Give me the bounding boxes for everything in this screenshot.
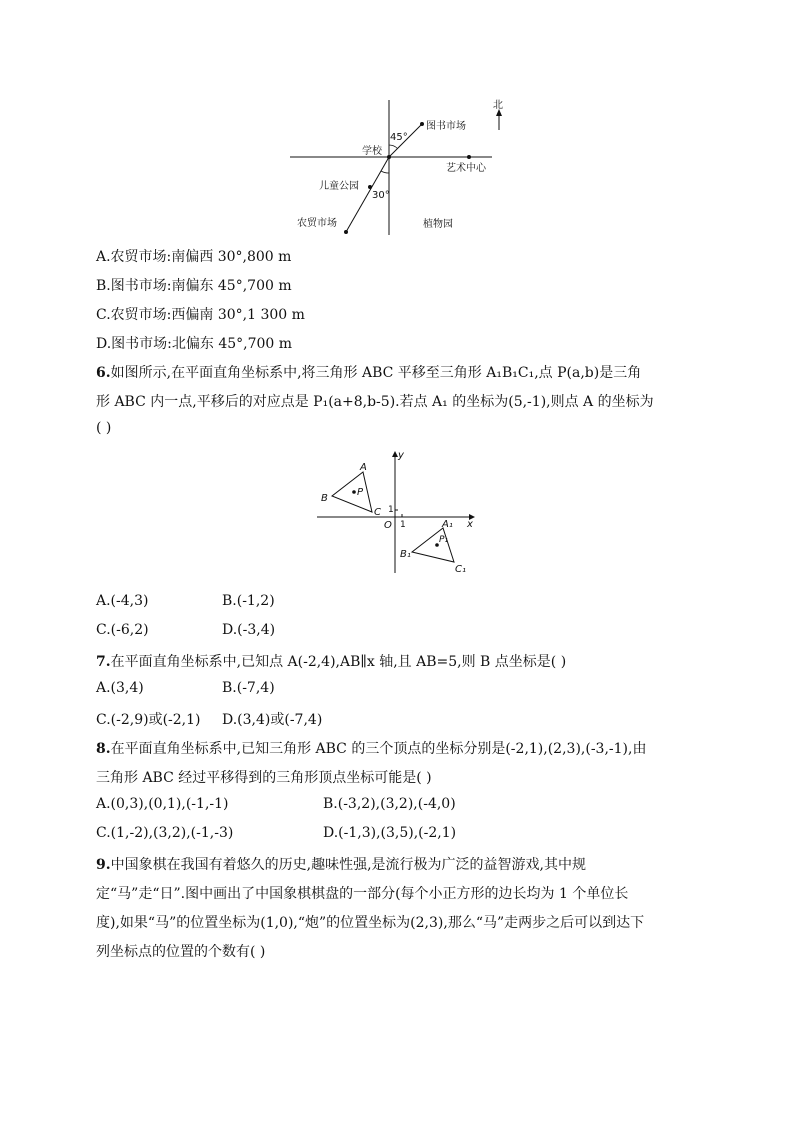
angle30-arc	[381, 171, 389, 173]
triangle-a1b1c1	[412, 528, 454, 562]
label-a: A	[360, 462, 367, 473]
coordinate-figure	[312, 448, 490, 578]
farm-market-label: 农贸市场	[297, 218, 337, 229]
direction-map-figure	[280, 95, 520, 240]
q9-number: 9.	[96, 857, 111, 873]
q8-line-2: 三角形 ABC 经过平移得到的三角形顶点坐标可能是( )	[96, 770, 432, 786]
school-label: 学校	[362, 146, 382, 157]
north-label: 北	[493, 100, 503, 111]
q6-text-1: 如图所示,在平面直角坐标系中,将三角形 ABC 平移至三角形 A₁B₁C₁,点 P(a,b)是三角	[110, 365, 642, 381]
q9-line-1	[96, 854, 586, 874]
q6-line-3: ( )	[96, 420, 112, 436]
q7-option-d[interactable]: D.(3,4)或(-7,4)	[222, 712, 323, 728]
q6-line-1	[96, 362, 641, 382]
art-center-label: 艺术中心	[446, 163, 486, 174]
children-park-label: 儿童公园	[319, 181, 359, 192]
angle45-arc	[389, 145, 398, 149]
q9-line-2: 定“马”走“日”.图中画出了中国象棋棋盘的一部分(每个小正方形的边长均为 1 个单位长	[96, 886, 629, 902]
bookstore-label: 图书市场	[426, 121, 466, 132]
botanical-label: 植物园	[423, 219, 453, 230]
q9-line-4: 列坐标点的位置的个数有( )	[96, 944, 266, 960]
bookstore-dot	[420, 122, 424, 126]
q8-option-b[interactable]: B.(-3,2),(3,2),(-4,0)	[323, 796, 456, 812]
q6-number: 6.	[96, 365, 111, 381]
y-axis-label: y	[398, 450, 404, 461]
q6-option-d[interactable]: D.(-3,4)	[222, 622, 276, 638]
label-b: B	[321, 493, 328, 504]
angle45-label: 45°	[390, 132, 408, 143]
q7-text-1: 在平面直角坐标系中,已知点 A(-2,4),AB∥x 轴,且 AB=5,则 B 点坐标是( )	[110, 654, 567, 670]
q9-text-1: 中国象棋在我国有着悠久的历史,趣味性强,是流行极为广泛的益智游戏,其中规	[110, 857, 586, 873]
q6-line-2: 形 ABC 内一点,平移后的对应点是 P₁(a+8,b-5).若点 A₁ 的坐标为(5,-1),则点 A 的坐标为	[96, 394, 654, 410]
y-unit-label: 1	[388, 505, 394, 515]
art-center-dot	[467, 155, 471, 159]
q5-option-d[interactable]: D.图书市场:北偏东 45°,700 m	[96, 336, 293, 352]
angle30-label: 30°	[372, 190, 390, 201]
q8-number: 8.	[96, 741, 111, 757]
q5-option-c[interactable]: C.农贸市场:西偏南 30°,1 300 m	[96, 307, 305, 323]
q8-option-c[interactable]: C.(1,-2),(3,2),(-1,-3)	[96, 825, 234, 841]
q7-option-c[interactable]: C.(-2,9)或(-2,1)	[96, 712, 201, 728]
q6-option-a[interactable]: A.(-4,3)	[96, 593, 149, 609]
label-c1: C₁	[455, 564, 466, 575]
q6-option-b[interactable]: B.(-1,2)	[222, 593, 275, 609]
school-dot	[387, 155, 391, 159]
point-p	[352, 490, 356, 494]
q7-line-1	[96, 651, 566, 671]
label-p: P	[357, 487, 364, 498]
label-a1: A₁	[442, 519, 453, 530]
q7-number: 7.	[96, 654, 111, 670]
x-unit-label: 1	[400, 520, 406, 530]
q6-option-c[interactable]: C.(-6,2)	[96, 622, 149, 638]
label-c: C	[374, 507, 381, 518]
x-axis-label: x	[467, 519, 473, 530]
label-b1: B₁	[400, 549, 411, 560]
q8-text-1: 在平面直角坐标系中,已知三角形 ABC 的三个顶点的坐标分别是(-2,1),(2,3),(-3,-1),由	[110, 741, 647, 757]
q8-option-d[interactable]: D.(-1,3),(3,5),(-2,1)	[323, 825, 457, 841]
q7-option-b[interactable]: B.(-7,4)	[222, 680, 275, 696]
triangle-abc	[332, 472, 372, 512]
label-p1: P₁	[439, 535, 449, 545]
origin-label: O	[384, 520, 392, 531]
q5-option-b[interactable]: B.图书市场:南偏东 45°,700 m	[96, 278, 292, 294]
q7-option-a[interactable]: A.(3,4)	[96, 680, 144, 696]
q8-line-1	[96, 738, 646, 758]
q8-option-a[interactable]: A.(0,3),(0,1),(-1,-1)	[96, 796, 229, 812]
children-park-dot	[368, 185, 372, 189]
q5-option-a[interactable]: A.农贸市场:南偏西 30°,800 m	[96, 249, 292, 265]
q9-line-3: 度),如果“马”的位置坐标为(1,0),“炮”的位置坐标为(2,3),那么“马”走两步之后可以到达下	[96, 915, 645, 931]
farm-market-dot	[344, 230, 348, 234]
